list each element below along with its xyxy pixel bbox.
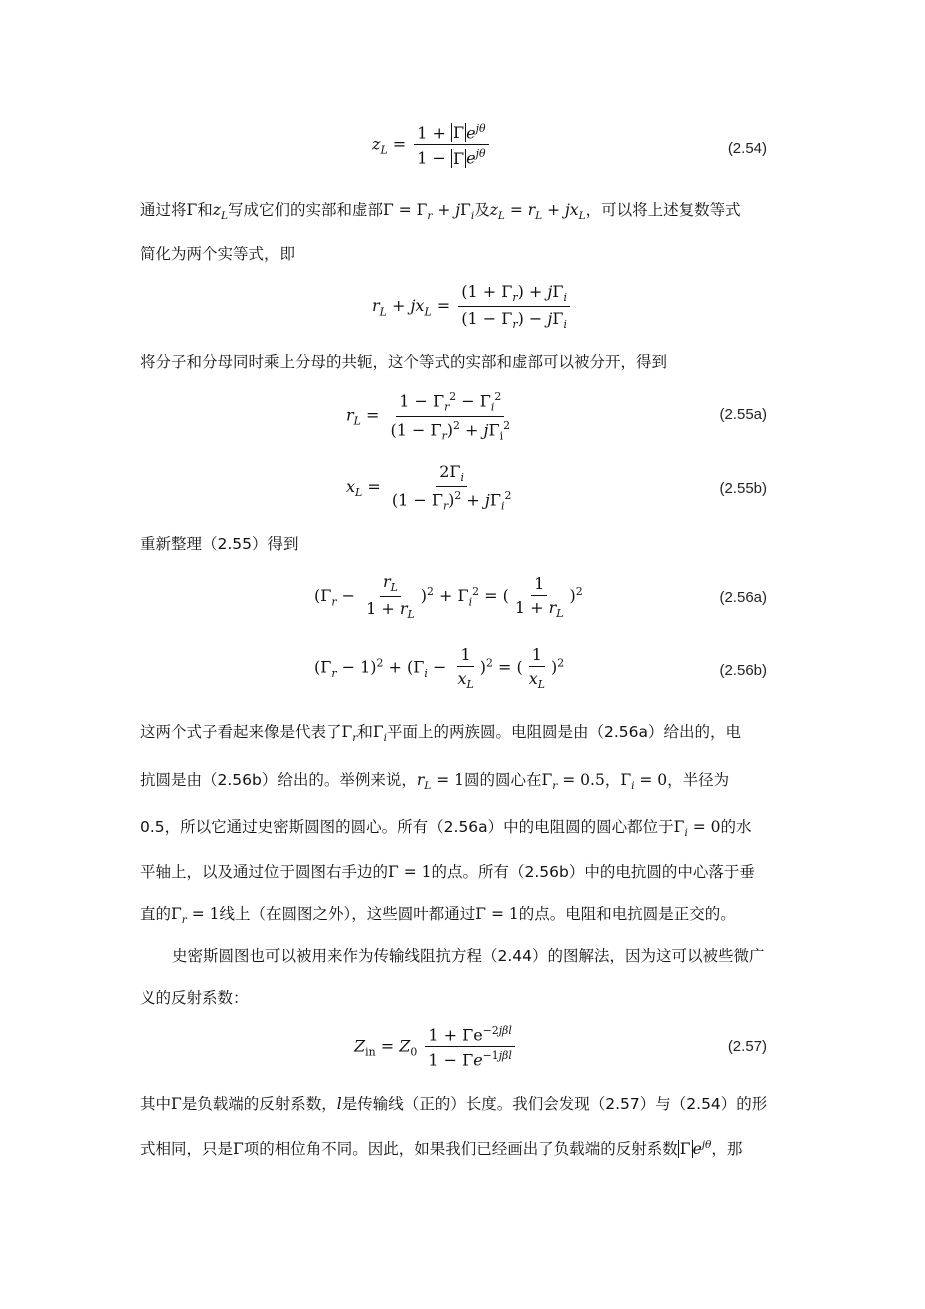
- equation-number: (2.57): [727, 1038, 767, 1055]
- paragraph-line: 义的反射系数：: [140, 989, 249, 1007]
- paragraph-line: 0.5，所以它通过史密斯圆图的圆心。所有（2.56a）中的电阻圆的圆心都位于$\Gamma_i = 0$的水: [140, 818, 752, 840]
- equation-number: (2.56a): [719, 589, 767, 606]
- equation-2-57: $Z_{in} = Z_0$ $\frac{1 + \Gamma e^{-2j\beta l}}{1 - \Gamma e^{-1j\beta l}}$: [354, 1024, 518, 1070]
- equation-number: (2.54): [727, 140, 767, 157]
- equation-number: (2.56b): [719, 662, 767, 679]
- paragraph-line: 抗圆是由（2.56b）给出的。举例来说，$r_L = 1$圆的圆心在$\Gamma_r = 0.5$，$\Gamma_i = 0$，半径为: [140, 771, 730, 793]
- paragraph-line: 史密斯圆图也可以被用来作为传输线阻抗方程（2.44）的图解法，因为这可以被些微广: [172, 947, 765, 965]
- paragraph-line: 其中Γ是负载端的反射系数，l是传输线（正的）长度。我们会发现（2.57）与（2.54）的形: [140, 1095, 768, 1113]
- equation-2-54: $z_L$ = $\frac{1 + \Gamma e^{j\theta}}{1 - \Gamma e^{j\theta}}$: [372, 122, 492, 168]
- paragraph-line: 简化为两个实等式，即: [140, 245, 296, 263]
- paragraph: 将分子和分母同时乘上分母的共轭，这个等式的实部和虚部可以被分开，得到: [140, 353, 668, 371]
- equation-2-56b: $(\Gamma_r - 1)^2 + (\Gamma_i$ − $\frac{1}{x_L}$ )$^2$ = ( $\frac{1}{x_L}$ )$^2$: [314, 645, 565, 692]
- equation-number: (2.55a): [719, 406, 767, 423]
- equation-number: (2.55b): [719, 480, 767, 497]
- equation-2-56a: ($\Gamma_r$ − $\frac{r_L}{1 + r_L}$ )$^2 + \Gamma_i^2$ = ( $\frac{1}{1 + r_L}$ )$^2$: [314, 572, 583, 622]
- paragraph-line: 平轴上，以及通过位于圆图右手边的Γ = 1的点。所有（2.56b）中的电抗圆的中心落于垂: [140, 863, 755, 881]
- paragraph: 重新整理（2.55）得到: [140, 535, 299, 553]
- equation-unnumbered: $r_L + jx_L$ = $\frac{(1 + \Gamma_r) + j\Gamma_i}{(1 - \Gamma_r) - j\Gamma_i}$: [372, 282, 573, 331]
- paragraph-line: 这两个式子看起来像是代表了$\Gamma_r$和$\Gamma_i$平面上的两族圆。电阻圆是由（2.56a）给出的，电: [140, 723, 741, 745]
- paragraph: 通过将Γ和$z_L$写成它们的实部和虚部$\Gamma = \Gamma_r + j\Gamma_i$及$z_L = r_L + jx_L$，可以将上述复数等式: [140, 201, 741, 223]
- paragraph-line: 式相同，只是Γ项的相位角不同。因此，如果我们已经画出了负载端的反射系数 Γ $e^{j\theta}$，那: [140, 1139, 743, 1159]
- equation-2-55a: $r_L$ = $\frac{1 - \Gamma_r^2 - \Gamma_i^2}{(1 - \Gamma_r)^2 + j\Gamma_i^2}$: [346, 390, 511, 443]
- equation-2-55b: $x_L$ = $\frac{2\Gamma_i}{(1 - \Gamma_r)^2 + j\Gamma_i^2}$: [346, 462, 512, 513]
- paragraph-line: 直的$\Gamma_r = 1$线上（在圆图之外），这些圆叶都通过Γ = 1的点。电阻和电抗圆是正交的。: [140, 905, 736, 927]
